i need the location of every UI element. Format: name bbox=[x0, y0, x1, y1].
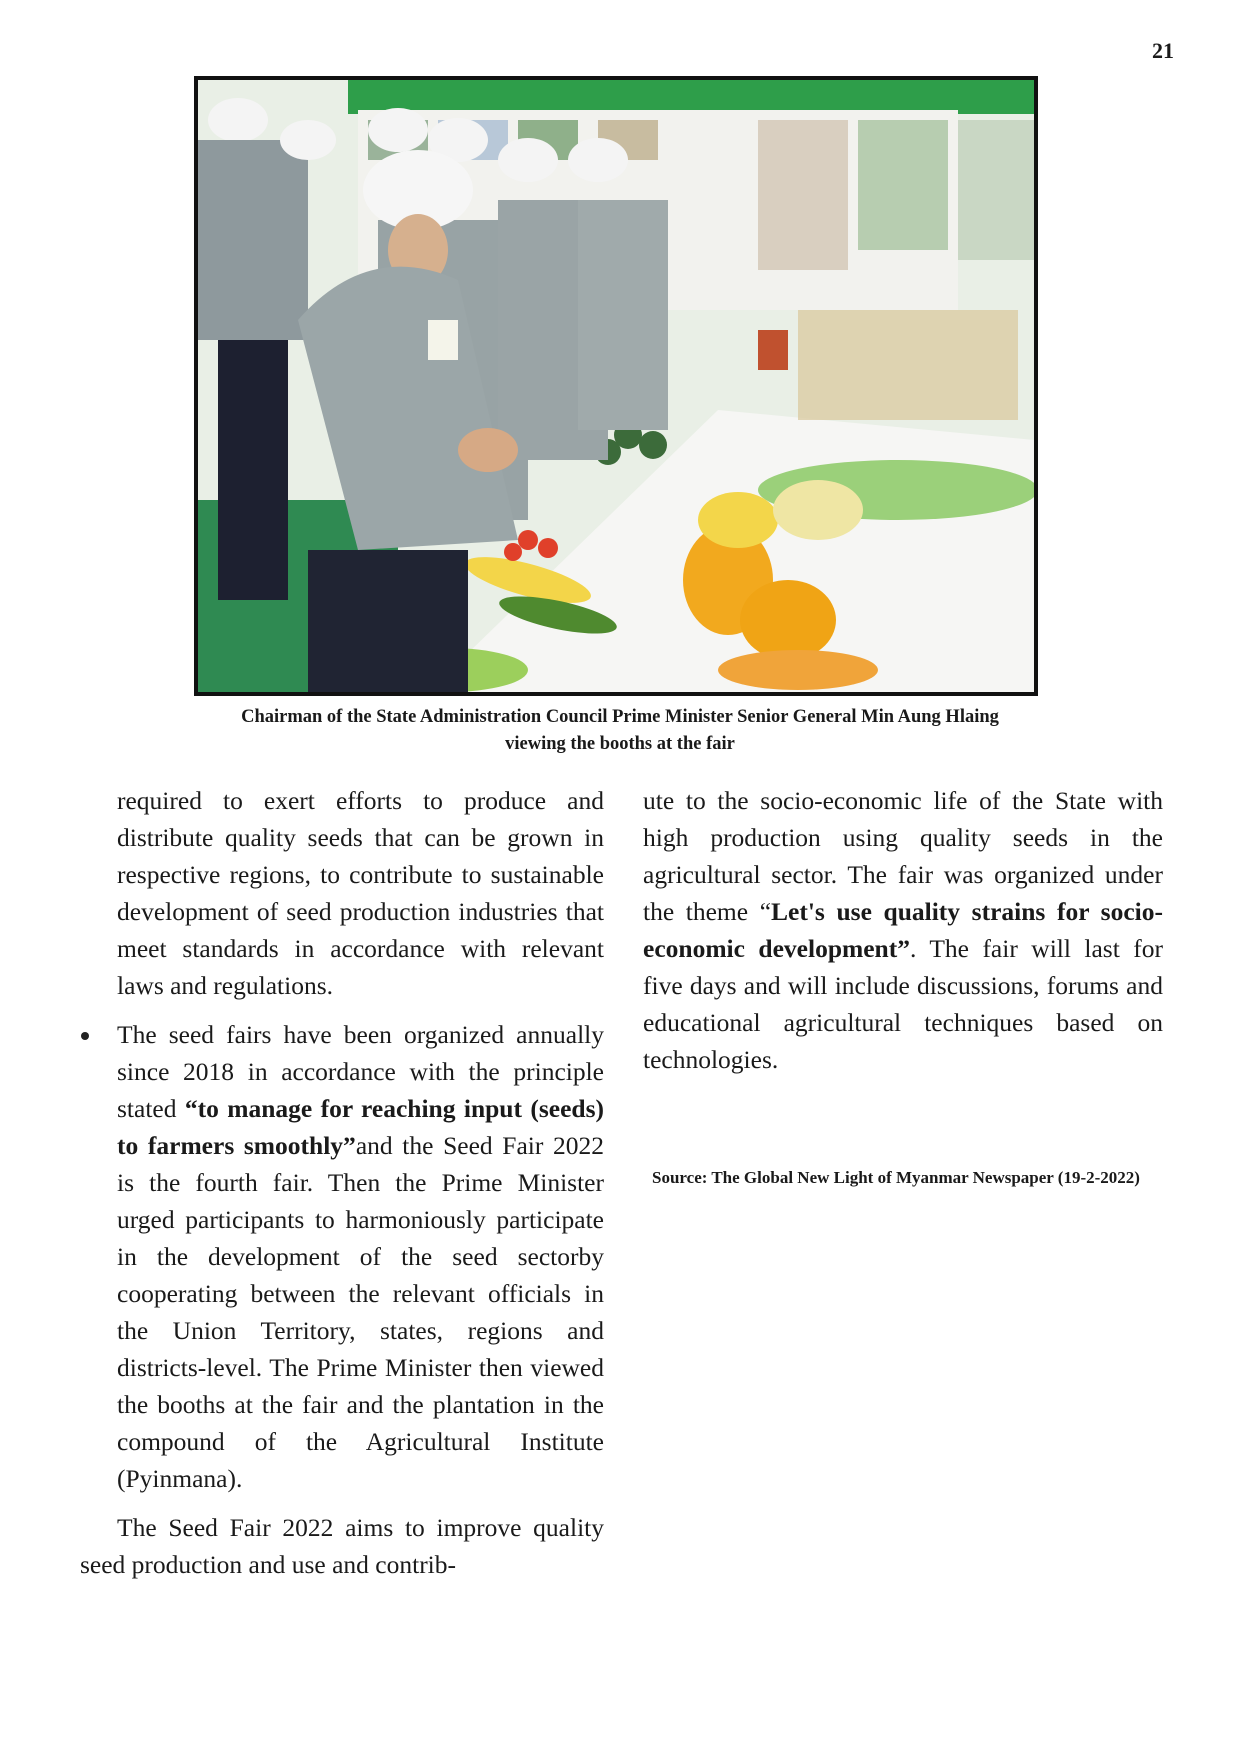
left-column bbox=[80, 782, 604, 1583]
bullet-text-part2: and the Seed Fair 2022 is the fourth fair. Then the Prime Minister urged participants to harmoniously participate in the development of the seed sectorby cooperating between the relevant officials in the Union Territory, states, regions and districts-level. The Prime Minister then viewed the booths at the fair and the plantation in the compound of the Agricultural Institute (Pyinmana). bbox=[117, 1131, 604, 1493]
right-text-part1: ute to the socio-economic life of the State with high production using quality seeds in the agricultural sector. The fair was organized under the theme “ bbox=[643, 786, 1163, 926]
closing-paragraph: The Seed Fair 2022 aims to improve quality seed production and use and contrib- bbox=[80, 1513, 604, 1579]
bullet-text-part1: The seed fairs have been organized annually since 2018 in accordance with the principle stated bbox=[117, 1020, 604, 1123]
bullet-text-bold: “to manage for reaching input (seeds) to farmers smoothly” bbox=[117, 1094, 605, 1160]
source-note: Source: The Global New Light of Myanmar Newspaper (19-2-2022) bbox=[652, 1168, 1140, 1187]
fair-photo bbox=[194, 76, 1038, 696]
right-column bbox=[643, 782, 1163, 1078]
photo-caption bbox=[150, 704, 1090, 758]
fair-photo-illustration bbox=[198, 80, 1034, 692]
right-text-bold: Let's use quality strains for socio-economic development” bbox=[643, 897, 1163, 963]
right-text-part2: . The fair will last for five days and will include discussions, forums and educational agricultural techniques based on technologies. bbox=[643, 934, 1163, 1074]
page-number: 21 bbox=[1152, 38, 1174, 63]
right-paragraph bbox=[643, 782, 1163, 1078]
bullet-paragraph bbox=[80, 1016, 604, 1497]
intro-paragraph: required to exert efforts to produce and distribute quality seeds that can be grown in respective regions, to contribute to sustainable development of seed production industries that meet standards in accordance with relevant laws and regulations. bbox=[117, 786, 604, 1000]
caption-line-1: Chairman of the State Administration Council Prime Minister Senior General Min Aung Hlaing bbox=[241, 707, 999, 727]
caption-line-2: viewing the booths at the fair bbox=[505, 734, 735, 754]
